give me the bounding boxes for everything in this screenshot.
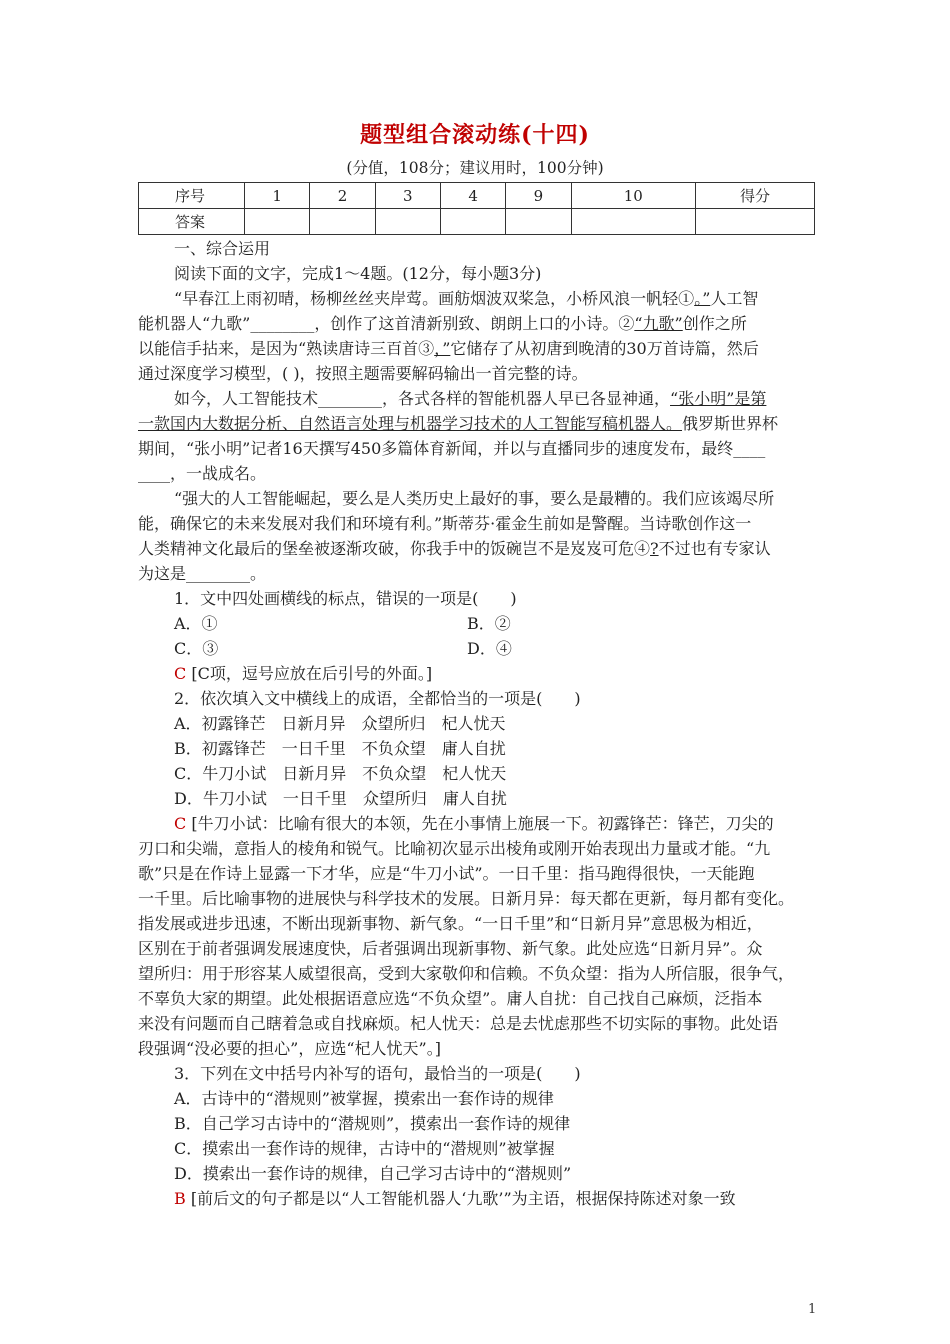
table-col-score: 得分 xyxy=(696,183,815,209)
option-d[interactable]: D．牛刀小试 一日千里 众望所归 庸人自扰 xyxy=(174,789,507,808)
underlined-mark-4: ? xyxy=(650,539,659,558)
underlined-mark-2: “九歌” xyxy=(634,314,683,333)
option-a[interactable]: A．初露锋芒 日新月异 众望所归 杞人忧天 xyxy=(174,714,506,733)
underlined-sentence: 一款国内大数据分析、自然语言处理与机器学习技术的人工智能写稿机器人。 xyxy=(138,414,683,433)
table-header-label: 序号 xyxy=(139,183,245,209)
underlined-mark-3: ，” xyxy=(434,339,451,358)
explanation-line: 不辜负大家的期望。此处根据语意应选“不负众望”。庸人自扰：自己找自己麻烦，泛指本 xyxy=(138,989,763,1008)
passage-line: 通过深度学习模型，( )，按照主题需要解码输出一首完整的诗。 xyxy=(138,364,588,383)
question-1 xyxy=(138,586,816,686)
passage-line: “早春江上雨初晴，杨柳丝丝夹岸莺。画舫烟波双桨急，小桥风浪一帆轻①。”人工智 xyxy=(174,289,759,308)
answer-table-answer-row xyxy=(139,209,815,235)
table-answer-label: 答案 xyxy=(139,209,245,235)
passage-line: 为这是________。 xyxy=(138,564,267,583)
score-cell[interactable] xyxy=(696,209,815,235)
question-stem: 3．下列在文中括号内补写的语句，最恰当的一项是( ) xyxy=(174,1064,581,1083)
table-col-10: 10 xyxy=(571,183,695,209)
option-c[interactable]: C．③ xyxy=(174,639,219,658)
option-row xyxy=(138,611,816,636)
answer-cell[interactable] xyxy=(310,209,375,235)
answer-cell[interactable] xyxy=(375,209,440,235)
question-stem: 2．依次填入文中横线上的成语，全都恰当的一项是( ) xyxy=(174,689,581,708)
passage-line: 能机器人“九歌”________，创作了这首清新别致、朗朗上口的小诗。②“九歌”创作之所 xyxy=(138,314,747,333)
table-col-4: 4 xyxy=(440,183,505,209)
document-body xyxy=(138,236,816,1211)
reading-instruction: 阅读下面的文字，完成1～4题。(12分，每小题3分) xyxy=(174,264,542,283)
answer-explanation: C [C项，逗号应放在后引号的外面。] xyxy=(174,664,433,683)
explanation-line: 指发展或进步迅速，不断出现新事物、新气象。“一日千里”和“日新月异”意思极为相近， xyxy=(138,914,763,933)
option-d[interactable]: D．摸索出一套作诗的规律，自己学习古诗中的“潜规则” xyxy=(174,1164,572,1183)
table-col-1: 1 xyxy=(245,183,310,209)
question-2 xyxy=(138,686,816,1061)
answer-explanation: C [牛刀小试：比喻有很大的本领，先在小事情上施展一下。初露锋芒：锋芒，刀尖的 xyxy=(174,814,774,833)
option-b[interactable]: B．自己学习古诗中的“潜规则”，摸索出一套作诗的规律 xyxy=(174,1114,571,1133)
option-a[interactable]: A．古诗中的“潜规则”被掌握，摸索出一套作诗的规律 xyxy=(174,1089,554,1108)
passage-line: 如今，人工智能技术________，各式各样的智能机器人早已各显神通，“张小明”是第 xyxy=(174,389,767,408)
passage-line: 以能信手拈来，是因为“熟读唐诗三百首③，”它储存了从初唐到晚清的30万首诗篇，然后 xyxy=(138,339,759,358)
passage-line: 一款国内大数据分析、自然语言处理与机器学习技术的人工智能写稿机器人。俄罗斯世界杯 xyxy=(138,414,779,433)
passage xyxy=(138,286,816,586)
score-time-note: (分值，108分；建议用时，100分钟) xyxy=(346,159,604,177)
passage-line: “强大的人工智能崛起，要么是人类历史上最好的事，要么是最糟的。我们应该竭尽所 xyxy=(174,489,775,508)
option-row xyxy=(138,636,816,661)
question-stem: 1．文中四处画横线的标点，错误的一项是( ) xyxy=(174,589,517,608)
table-col-2: 2 xyxy=(310,183,375,209)
explanation-line: 来没有问题而自己瞎着急或自找麻烦。杞人忧天：总是去忧虑那些不切实际的事物。此处语 xyxy=(138,1014,779,1033)
explanation-line: 刃口和尖端，意指人的棱角和锐气。比喻初次显示出棱角或刚开始表现出力量或才能。“九 xyxy=(138,839,771,858)
answer-cell[interactable] xyxy=(571,209,695,235)
explanation-line: 歌”只是在作诗上显露一下才华，应是“牛刀小试”。一日千里：指马跑得很快，一天能跑 xyxy=(138,864,755,883)
answer-letter: B xyxy=(174,1189,186,1208)
underlined-sentence: “张小明”是第 xyxy=(670,389,767,408)
passage-line: 期间，“张小明”记者16天撰写450多篇体育新闻，并以与直播同步的速度发布，最终____ xyxy=(138,439,766,458)
answer-table-header-row xyxy=(139,183,815,209)
answer-letter: C xyxy=(174,664,187,683)
option-a[interactable]: A．① xyxy=(174,614,218,633)
explanation-line: 区别在于前者强调发展速度快，后者强调出现新事物、新气象。此处应选“日新月异”。众 xyxy=(138,939,763,958)
underlined-mark-1: 。” xyxy=(694,289,711,308)
passage-line: ____，一战成名。 xyxy=(138,464,267,483)
answer-letter: C xyxy=(174,814,187,833)
option-b[interactable]: B．② xyxy=(467,614,511,633)
answer-explanation: B [前后文的句子都是以“人工智能机器人‘九歌’”为主语，根据保持陈述对象一致 xyxy=(174,1189,736,1208)
explanation-line: 段强调“没必要的担心”，应选“杞人忧天”。] xyxy=(138,1039,441,1058)
passage-line: 能，确保它的未来发展对我们和环境有利。”斯蒂芬·霍金生前如是警醒。当诗歌创作这一 xyxy=(138,514,752,533)
option-c[interactable]: C．摸索出一套作诗的规律，古诗中的“潜规则”被掌握 xyxy=(174,1139,555,1158)
option-c[interactable]: C．牛刀小试 日新月异 不负众望 杞人忧天 xyxy=(174,764,507,783)
option-d[interactable]: D．④ xyxy=(467,639,512,658)
option-b[interactable]: B．初露锋芒 一日千里 不负众望 庸人自扰 xyxy=(174,739,506,758)
answer-cell[interactable] xyxy=(245,209,310,235)
answer-table xyxy=(138,182,815,235)
page-title: 题型组合滚动练(十四) xyxy=(360,122,590,148)
page-number: 1 xyxy=(808,1302,817,1317)
answer-cell[interactable] xyxy=(440,209,505,235)
passage-line: 人类精神文化最后的堡垒被逐渐攻破，你我手中的饭碗岂不是岌岌可危④?不过也有专家认 xyxy=(138,539,771,558)
answer-cell[interactable] xyxy=(506,209,571,235)
explanation-line: 望所归：用于形容某人威望很高，受到大家敬仰和信赖。不负众望：指为人所信服，很争气， xyxy=(138,964,795,983)
question-3 xyxy=(138,1061,816,1211)
section-heading: 一、综合运用 xyxy=(174,239,271,258)
table-col-3: 3 xyxy=(375,183,440,209)
explanation-line: 一千里。后比喻事物的进展快与科学技术的发展。日新月异：每天都在更新，每月都有变化。 xyxy=(138,889,795,908)
table-col-9: 9 xyxy=(506,183,571,209)
